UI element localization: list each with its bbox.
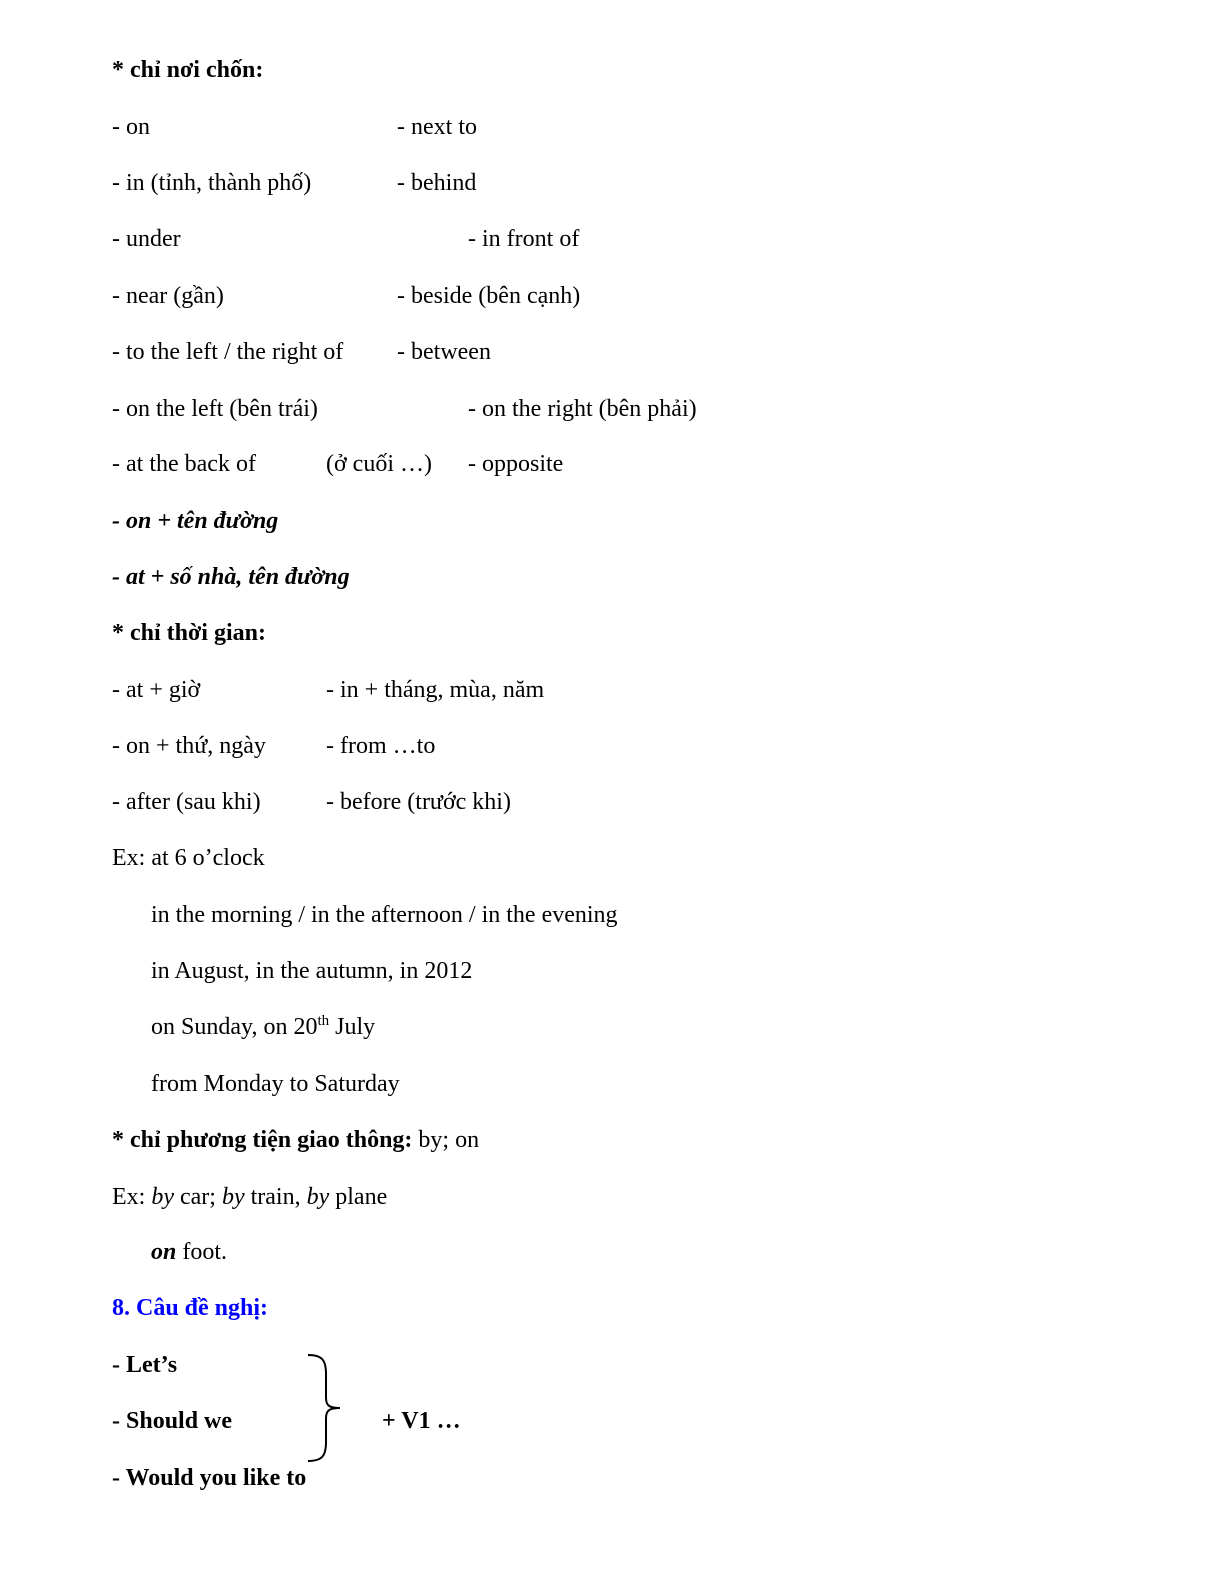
place-row-3-right: - in front of xyxy=(468,226,580,252)
time-row-1-left: - at + giờ xyxy=(112,677,201,703)
time-example-date-suffix: July xyxy=(329,1014,376,1040)
place-row-6-left: - on the left (bên trái) xyxy=(112,396,318,422)
section-title-suggestion: 8. Câu đề nghị: xyxy=(112,1295,269,1321)
place-row-7-left: - at the back of xyxy=(112,451,256,477)
time-example-date xyxy=(151,1013,375,1041)
place-row-6-right: - on the right (bên phải) xyxy=(468,396,697,422)
place-row-2-right: - behind xyxy=(397,170,477,196)
transport-by-2: by xyxy=(221,1184,245,1210)
place-row-5-left: - to the left / the right of xyxy=(112,339,344,365)
place-row-1-right: - next to xyxy=(397,114,477,140)
suggestion-item-would-you-like: - Would you like to xyxy=(112,1465,307,1491)
time-row-2-left: - on + thứ, ngày xyxy=(112,733,266,759)
time-row-3-left: - after (sau khi) xyxy=(112,789,261,815)
transport-text-2: train, xyxy=(244,1184,307,1210)
curly-brace-icon xyxy=(300,1352,350,1464)
place-row-7-middle: (ở cuối …) xyxy=(326,451,432,477)
time-example-date-prefix: on Sunday, on 20 xyxy=(151,1014,318,1040)
time-example-date-ordinal: th xyxy=(317,1013,330,1029)
place-row-7-right: - opposite xyxy=(468,451,564,477)
transport-example xyxy=(112,1183,387,1211)
place-row-2-left: - in (tỉnh, thành phố) xyxy=(112,170,312,196)
transport-by-1: by xyxy=(151,1184,174,1210)
time-example-range: from Monday to Saturday xyxy=(151,1071,400,1097)
suggestion-item-lets: - Let’s xyxy=(112,1352,178,1378)
suggestion-item-should-we: - Should we xyxy=(112,1408,233,1434)
time-example-label: Ex: at 6 o’clock xyxy=(112,845,265,871)
transport-foot-example xyxy=(151,1238,227,1266)
section-heading-transport xyxy=(112,1126,479,1154)
time-example-dayparts: in the morning / in the afternoon / in the evening xyxy=(151,902,618,928)
time-row-3-right: - before (trước khi) xyxy=(326,789,511,815)
transport-on: on xyxy=(151,1239,177,1265)
place-row-5-right: - between xyxy=(397,339,491,365)
transport-by-3: by xyxy=(306,1184,330,1210)
place-row-4-left: - near (gần) xyxy=(112,283,224,309)
place-row-3-left: - under xyxy=(112,226,181,252)
transport-foot-text: foot. xyxy=(176,1239,228,1265)
transport-text-3: plane xyxy=(329,1184,388,1210)
time-example-month-season-year: in August, in the autumn, in 2012 xyxy=(151,958,473,984)
time-row-2-right: - from …to xyxy=(326,733,436,759)
time-row-1-right: - in + tháng, mùa, năm xyxy=(326,677,545,703)
transport-example-label: Ex: xyxy=(112,1184,152,1210)
place-row-4-right: - beside (bên cạnh) xyxy=(397,283,581,309)
section-heading-time: * chỉ thời gian: xyxy=(112,620,266,646)
place-rule-address: - at + số nhà, tên đường xyxy=(112,564,350,590)
place-row-1-left: - on xyxy=(112,114,150,140)
transport-heading: * chỉ phương tiện giao thông: xyxy=(112,1127,413,1153)
transport-text-1: car; xyxy=(173,1184,222,1210)
transport-heading-tail: by; on xyxy=(412,1127,480,1153)
place-rule-street: - on + tên đường xyxy=(112,508,279,534)
suggestion-result: + V1 … xyxy=(382,1408,461,1434)
section-heading-place: * chỉ nơi chốn: xyxy=(112,57,264,83)
